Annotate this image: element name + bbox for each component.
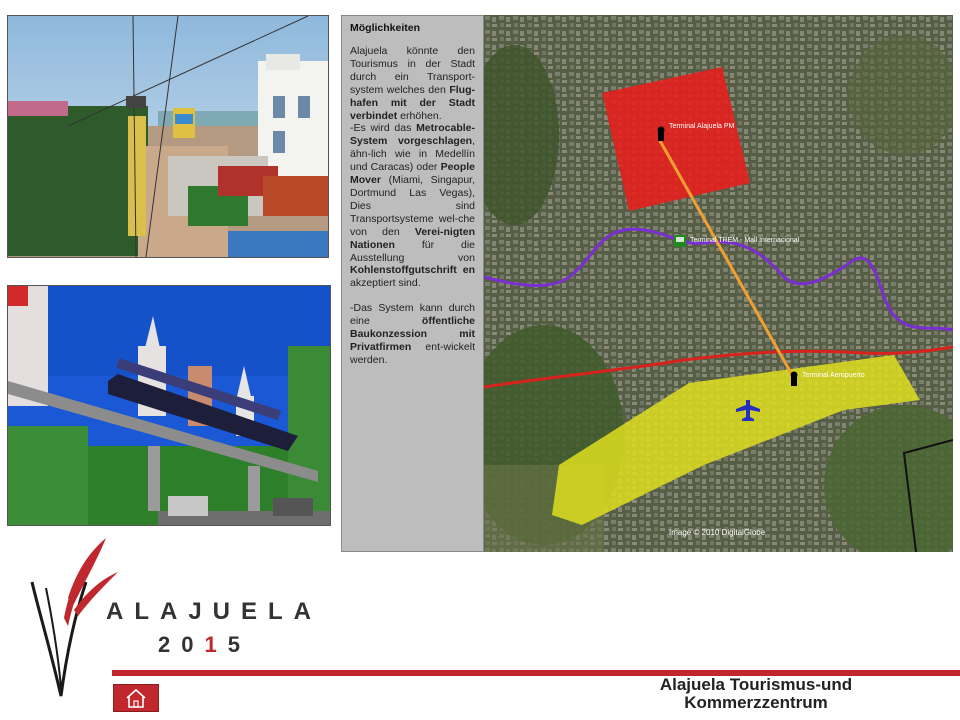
logo-name: ALAJUELA (106, 598, 323, 625)
text-panel (341, 15, 484, 552)
label-terminal-trem: Terminal TREM - Mall Internacional (690, 237, 800, 244)
p2-f: Verei-nigten Nationen (350, 225, 475, 251)
p1-bold: Flug-hafen mit der Stadt verbindet (350, 83, 475, 122)
p2-d: People Mover (350, 161, 475, 187)
marker-terminal-trem-icon[interactable] (674, 235, 686, 247)
paragraph-gap (350, 290, 475, 302)
p3-c: ent-wickelt werden. (350, 340, 475, 366)
p1-prefix: Alajuela könnte den Tourismus in der Stadt durch ein Transport-system welches den (350, 45, 475, 96)
p3-b: öffentliche Baukonzession mit Privatfirmen (350, 315, 475, 353)
p1-suffix: erhöhen. (397, 109, 442, 122)
p2-c: , ähn-lich wie in Medellín und Caracas) oder (350, 135, 475, 174)
marker-terminal-pm-icon[interactable] (658, 127, 665, 142)
label-terminal-airport: Terminal Aeropuerto (802, 372, 865, 379)
paragraph-1 (350, 45, 475, 122)
paragraph-3 (350, 302, 475, 367)
logo-year (158, 632, 251, 658)
photo-monorail (7, 285, 331, 526)
home-icon (114, 685, 158, 711)
p2-e: (Miami, Singapur, Dortmund Las Vegas), Dies sind Transportsysteme wel-che von den (350, 174, 475, 238)
photo-cable-car (7, 15, 329, 258)
panel-body (350, 45, 475, 367)
label-terminal-pm: Terminal Alajuela PM (669, 123, 735, 130)
p2-i: akzeptiert sind. (350, 277, 421, 290)
p2-a: -Es wird das (350, 122, 417, 135)
logo-year-a: 20 (158, 632, 205, 657)
marker-terminal-airport-icon[interactable] (791, 372, 798, 387)
panel-heading: Möglichkeiten (350, 22, 421, 34)
paragraph-2 (350, 122, 475, 290)
p2-h: Kohlenstoffgutschrift en (350, 264, 475, 277)
p2-g: für die Ausstellung von (350, 238, 475, 264)
logo-year-b: 1 (204, 632, 228, 657)
satellite-map (484, 15, 953, 552)
p2-b: Metrocable-System vorgeschlagen (350, 122, 475, 148)
home-button[interactable] (113, 684, 159, 712)
map-credit: Image © 2010 DigitalGlobe (669, 528, 766, 537)
footer-title: Alajuela Tourismus-und Kommerzzentrum (659, 675, 853, 712)
p3-a: -Das System kann durch eine (350, 302, 475, 328)
logo-year-c: 5 (227, 632, 251, 657)
